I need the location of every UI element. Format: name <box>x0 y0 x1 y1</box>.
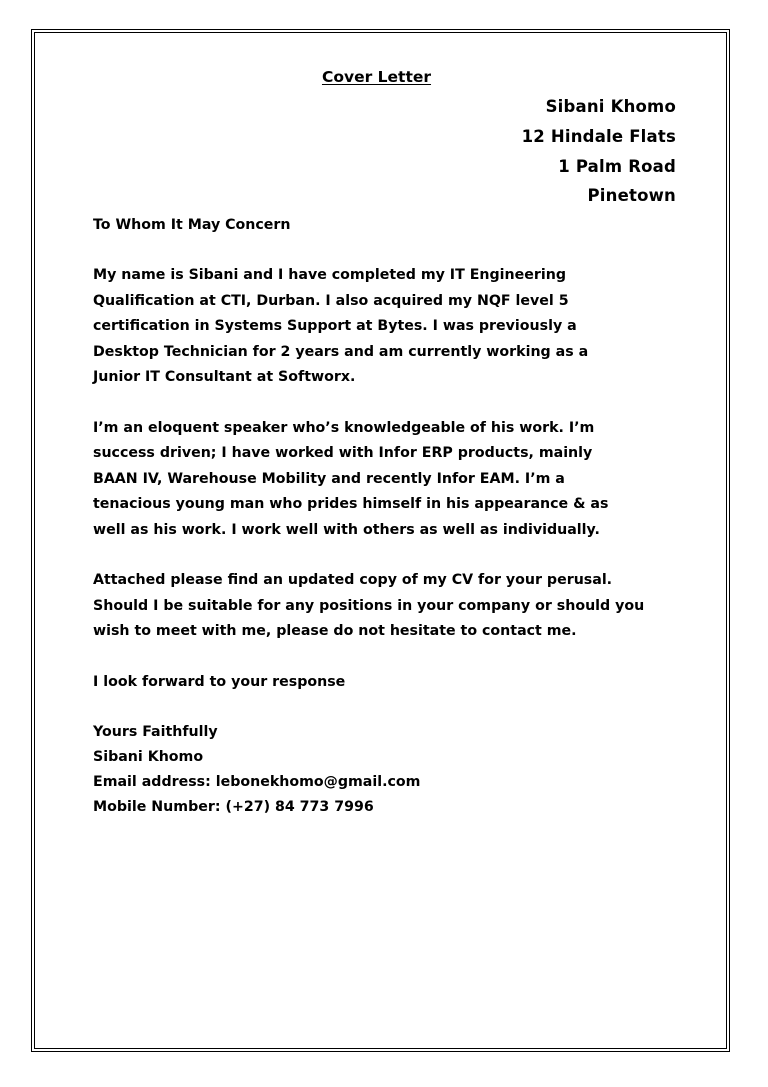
paragraph-introduction <box>93 263 676 391</box>
paragraph-qualities <box>93 416 676 544</box>
paragraph-attachment <box>93 568 676 645</box>
salutation: To Whom It May Concern <box>93 217 291 234</box>
paragraph-closing-remark <box>93 670 676 696</box>
text-line: certification in Systems Support at Bytes. I was previously a <box>93 318 577 335</box>
text-line: Desktop Technician for 2 years and am currently working as a <box>93 343 589 360</box>
text-line: wish to meet with me, please do not hesitate to contact me. <box>93 623 577 640</box>
text-line: Junior IT Consultant at Softworx. <box>93 369 356 386</box>
text-line: Attached please find an updated copy of my CV for your perusal. <box>93 572 613 589</box>
letter-body <box>93 63 676 820</box>
text-line: BAAN IV, Warehouse Mobility and recently Infor EAM. I’m a <box>93 470 565 487</box>
text-line: Qualification at CTI, Durban. I also acquired my NQF level 5 <box>93 292 569 309</box>
sender-address <box>93 92 676 211</box>
address-line: Pinetown <box>587 186 676 206</box>
text-line: well as his work. I work well with others as well as individually. <box>93 521 600 538</box>
address-line: 12 Hindale Flats <box>521 126 676 146</box>
address-line: Sibani Khomo <box>545 97 676 116</box>
document-title: Cover Letter <box>321 68 432 86</box>
email-line: Email address: lebonekhomo@gmail.com <box>93 774 421 791</box>
signature-block <box>93 720 676 820</box>
signer-name: Sibani Khomo <box>93 749 204 766</box>
text-line: success driven; I have worked with Infor ERP products, mainly <box>93 445 593 462</box>
text-line: tenacious young man who prides himself in his appearance & as <box>93 496 609 513</box>
valediction: Yours Faithfully <box>93 724 218 741</box>
address-line: 1 Palm Road <box>558 156 676 176</box>
text-line: My name is Sibani and I have completed my IT Engineering <box>93 267 566 284</box>
text-line: Should I be suitable for any positions in your company or should you <box>93 597 645 614</box>
mobile-line: Mobile Number: (+27) 84 773 7996 <box>93 799 374 816</box>
text-line: I look forward to your response <box>93 673 346 690</box>
text-line: I’m an eloquent speaker who’s knowledgeable of his work. I’m <box>93 419 595 436</box>
